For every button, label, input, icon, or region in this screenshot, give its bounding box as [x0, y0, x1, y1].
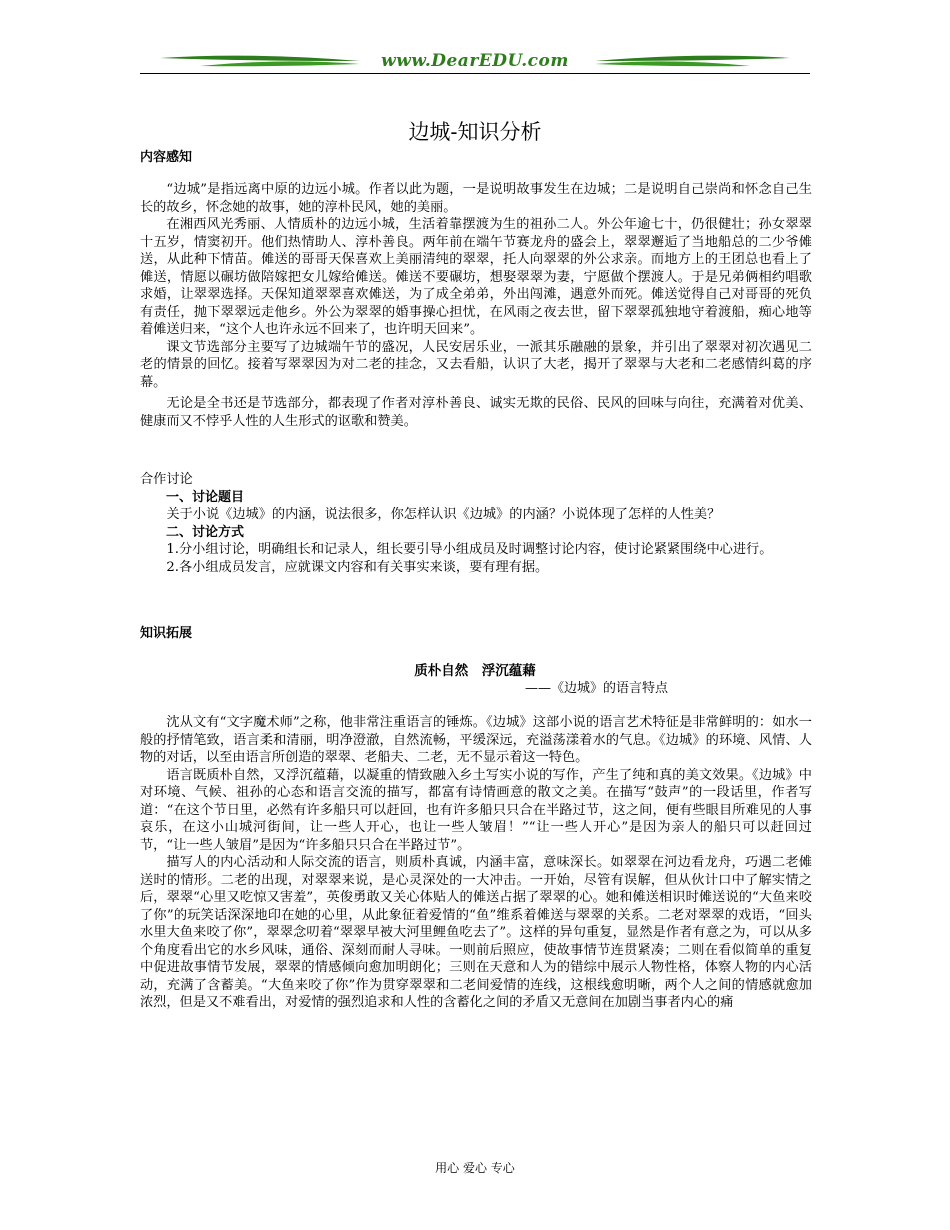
- section-heading-discussion: 合作讨论: [140, 472, 193, 487]
- page-title: 边城-知识分析: [408, 120, 542, 144]
- method-heading: 二、讨论方式: [166, 524, 245, 540]
- section-heading-content: 内容感知: [140, 150, 193, 165]
- topic-text: 关于小说《边城》的内涵，说法很多，你怎样认识《边城》的内涵？小说体现了怎样的人性美？: [166, 507, 721, 522]
- article-subtitle: ——《边城》的语言特点: [525, 681, 669, 696]
- paragraph: 沈从文有“文字魔术师”之称，他非常注重语言的锤炼。《边城》这部小说的语言艺术特征是非常鲜明的：如水一般的抒情笔致，语言柔和清丽，明净澄澈，自然流畅，平缓深远，充溢荡漾着水的气息。《边城》的环境、风情、人物的对话，以至由语言所创造的翠翠、老船夫、二老，无不显示着这一特色。: [140, 715, 812, 765]
- content-perception-block: [140, 181, 812, 430]
- topic-heading: 一、讨论题目: [166, 489, 245, 505]
- section-heading-extension: 知识拓展: [140, 626, 193, 641]
- method-item: 2.各小组成员发言，应就课文内容和有关事实来谈，要有理有据。: [166, 559, 549, 575]
- article-body: [140, 714, 812, 1012]
- paragraph: 无论是全书还是节选部分，都表现了作者对淳朴善良、诚实无欺的民俗、民风的回味与向往，充满着对优美、健康而又不悖乎人性的人生形式的讴歌和赞美。: [140, 396, 812, 429]
- paragraph: 在湘西风光秀丽、人情质朴的边远小城，生活着靠摆渡为生的祖孙二人。外公年逾七十，仍很健壮；孙女翠翠十五岁，情窦初开。他们热情助人、淳朴善良。两年前在端午节赛龙舟的盛会上，翠翠邂逅了当地船总的二少爷傩送，从此种下情苗。傩送的哥哥天保喜欢上美丽清纯的翠翠，托人向翠翠的外公求亲。而地方上的王团总也看上了傩送，情愿以碾坊做陪嫁把女儿嫁给傩送。傩送不要碾坊，想娶翠翠为妻，宁愿做个摆渡人。于是兄弟俩相约唱歌求婚，让翠翠选择。天保知道翠翠喜欢傩送，为了成全弟弟，外出闯滩，遇意外而死。傩送觉得自己对哥哥的死负有责任，抛下翠翠远走他乡。外公为翠翠的婚事操心担忧，在风雨之夜去世，留下翠翠孤独地守着渡船，痴心地等着傩送归来，“这个人也许永远不回来了，也许明天回来”。: [140, 217, 812, 337]
- paragraph: 课文节选部分主要写了边城端午节的盛况，人民安居乐业，一派其乐融融的景象，并引出了翠翠对初次遇见二老的情景的回忆。接着写翠翠因为对二老的挂念，又去看船，认识了大老，揭开了翠翠与大老和二老感情纠葛的序幕。: [140, 339, 812, 390]
- method-item: 1.分小组讨论，明确组长和记录人，组长要引导小组成员及时调整讨论内容，使讨论紧紧围绕中心进行。: [166, 542, 773, 557]
- paragraph: 描写人的内心活动和人际交流的语言，则质朴真诚，内涵丰富，意味深长。如翠翠在河边看龙舟，巧遇二老傩送时的情形。二老的出现，对翠翠来说，是心灵深处的一大冲击。一开始，尽管有误解，但从伙计口中了解实情之后，翠翠“心里又吃惊又害羞”，英俊勇敢又关心体贴人的傩送占据了翠翠的心。她和傩送相识时傩送说的“大鱼来咬了你”的玩笑话深深地印在她的心里，从此象征着爱情的“鱼”维系着傩送与翠翠的关系。二老对翠翠的戏语，“回头水里大鱼来咬了你”，翠翠念叨着“翠翠早被大河里鲤鱼吃去了”。这样的异句重复，显然是作者有意之为，可以从多个角度看出它的水乡风味，通俗、深刻而耐人寻味。一则前后照应，使故事情节连贯紧凑；二则在看似简单的重复中促进故事情节发展，翠翠的情感倾向愈加明朗化；三则在天意和人为的错综中展示人物性格，体察人物的内心活动，充满了含蓄美。“大鱼来咬了你”作为贯穿翠翠和二老间爱情的连线，这根线愈明晰，两个人之间的情感就愈加浓烈，但是又不难看出，对爱情的强烈追求和人性的含蓄化之间的矛盾又无意间在加剧当事者内心的痛: [140, 855, 812, 1010]
- header-rule: [140, 73, 810, 74]
- paragraph: “边城”是指远离中原的边远小城。作者以此为题，一是说明故事发生在边城；二是说明自己崇尚和怀念自己生长的故乡，怀念她的故事，她的淳朴民风，她的美丽。: [140, 182, 812, 215]
- discussion-block: [140, 471, 812, 576]
- paragraph: 语言既质朴自然，又浮沉蕴藉，以凝重的情致融入乡土写实小说的写作，产生了纯和真的美文效果。《边城》中对环境、气候、祖孙的心态和语言交流的描写，都富有诗情画意的散文之美。在描写“鼓声”的一段话里，作者写道：“在这个节日里，必然有许多船只可以赶回，也有许多船只只合在半路过节，这之间，便有些眼目所难见的人事哀乐，在这小山城河街间，让一些人开心，也让一些人皱眉！”“让一些人开心”是因为亲人的船只可以赶回过节，“让一些人皱眉”是因为“许多船只只合在半路过节”。: [140, 767, 812, 853]
- article-title: 质朴自然 浮沉蕴藉: [414, 663, 536, 679]
- site-header: [140, 48, 810, 76]
- footer-slogan: 用心 爱心 专心: [435, 1161, 515, 1175]
- site-url[interactable]: www.DearEDU.com: [381, 51, 569, 71]
